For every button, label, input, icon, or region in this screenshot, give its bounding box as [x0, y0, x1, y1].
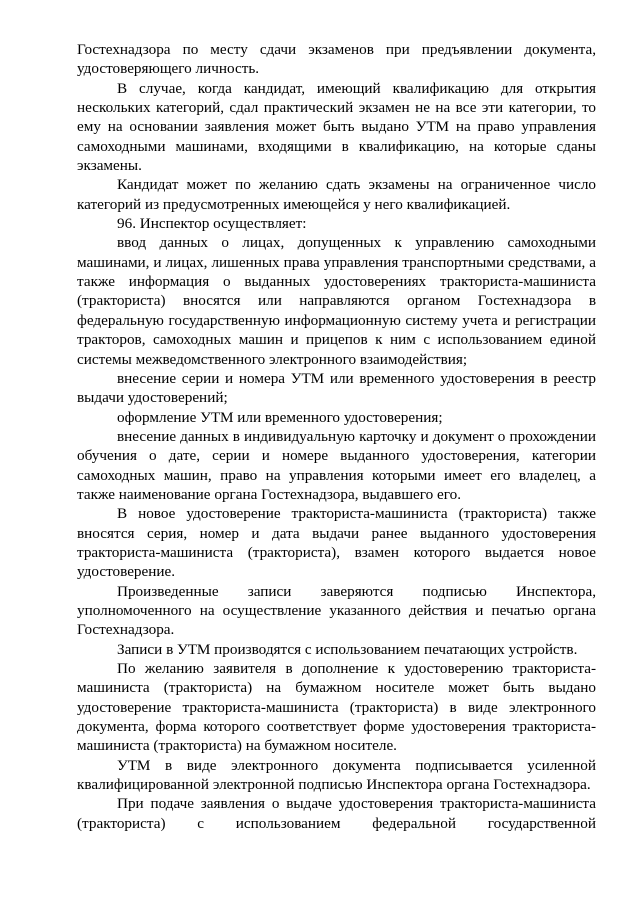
- paragraph-new-certificate: В новое удостоверение тракториста-машиниста (тракториста) также вносятся серия, номер и дата выдачи ранее выданного удостоверения тракториста-машиниста (тракториста), взамен которого выдается новое удостоверение.: [77, 505, 596, 581]
- paragraph-partial-exam: В случае, когда кандидат, имеющий квалификацию для открытия нескольких категорий, сдал практический экзамен не на все эти категории, то ему на основании заявления может быть выдано УТМ на право управления самоходными машинами, входящими в квалификацию, на которые сданы экзамены.: [77, 79, 596, 175]
- paragraph-issuance: оформление УТМ или временного удостоверения;: [117, 408, 443, 426]
- paragraph-electronic-document: По желанию заявителя в дополнение к удостоверению тракториста-машиниста (тракториста) на бумажном носителе может быть выдано удостоверение тракториста-машиниста (тракториста) в виде электронного документа, форма которого соответствует форме удостоверения тракториста-машиниста (тракториста) на бумажном носителе.: [77, 660, 596, 755]
- paragraph-application-submission: При подаче заявления о выдаче удостоверения тракториста-машиниста (тракториста) с использованием федеральной государственной: [77, 795, 596, 832]
- paragraph-electronic-signature: УТМ в виде электронного документа подписывается усиленной квалифицированной электронной подписью Инспектора органа Гостехнадзора.: [77, 756, 596, 794]
- paragraph-continuation: Гостехнадзора по месту сдачи экзаменов при предъявлении документа, удостоверяющего личность.: [77, 41, 596, 78]
- paragraph-limited-categories: Кандидат может по желанию сдать экзамены на ограниченное число категорий из предусмотренных имеющейся у него квалификацией.: [77, 176, 596, 213]
- paragraph-records-certified: Произведенные записи заверяются подписью Инспектора, уполномоченного на осуществление указанного действия и печатью органа Гостехнадзора.: [77, 582, 596, 639]
- document-page: [77, 40, 596, 833]
- paragraph-printing-devices: Записи в УТМ производятся с использованием печатающих устройств.: [117, 640, 578, 658]
- paragraph-individual-card: внесение данных в индивидуальную карточку и документ о прохождении обучения о дате, серии и номере выданного удостоверения, категории самоходных машин, право на управления которыми имеет его владелец, а также наименование органа Гостехнадзора, выдавшего его.: [77, 427, 596, 503]
- paragraph-data-entry: ввод данных о лицах, допущенных к управлению самоходными машинами, и лицах, лишенных права управления транспортными средствами, а также информация о выданных удостоверениях тракториста-машиниста (тракториста) вносятся или направляются органом Гостехнадзора в федеральную государственную информационную систему учета и регистрации тракторов, самоходных машин и прицепов к ним с использованием единой системы межведомственного электронного взаимодействия;: [77, 234, 596, 368]
- paragraph-registry-entry: внесение серии и номера УТМ или временного удостоверения в реестр выдачи удостоверений;: [77, 369, 596, 407]
- paragraph-item-96-heading: 96. Инспектор осуществляет:: [117, 215, 307, 233]
